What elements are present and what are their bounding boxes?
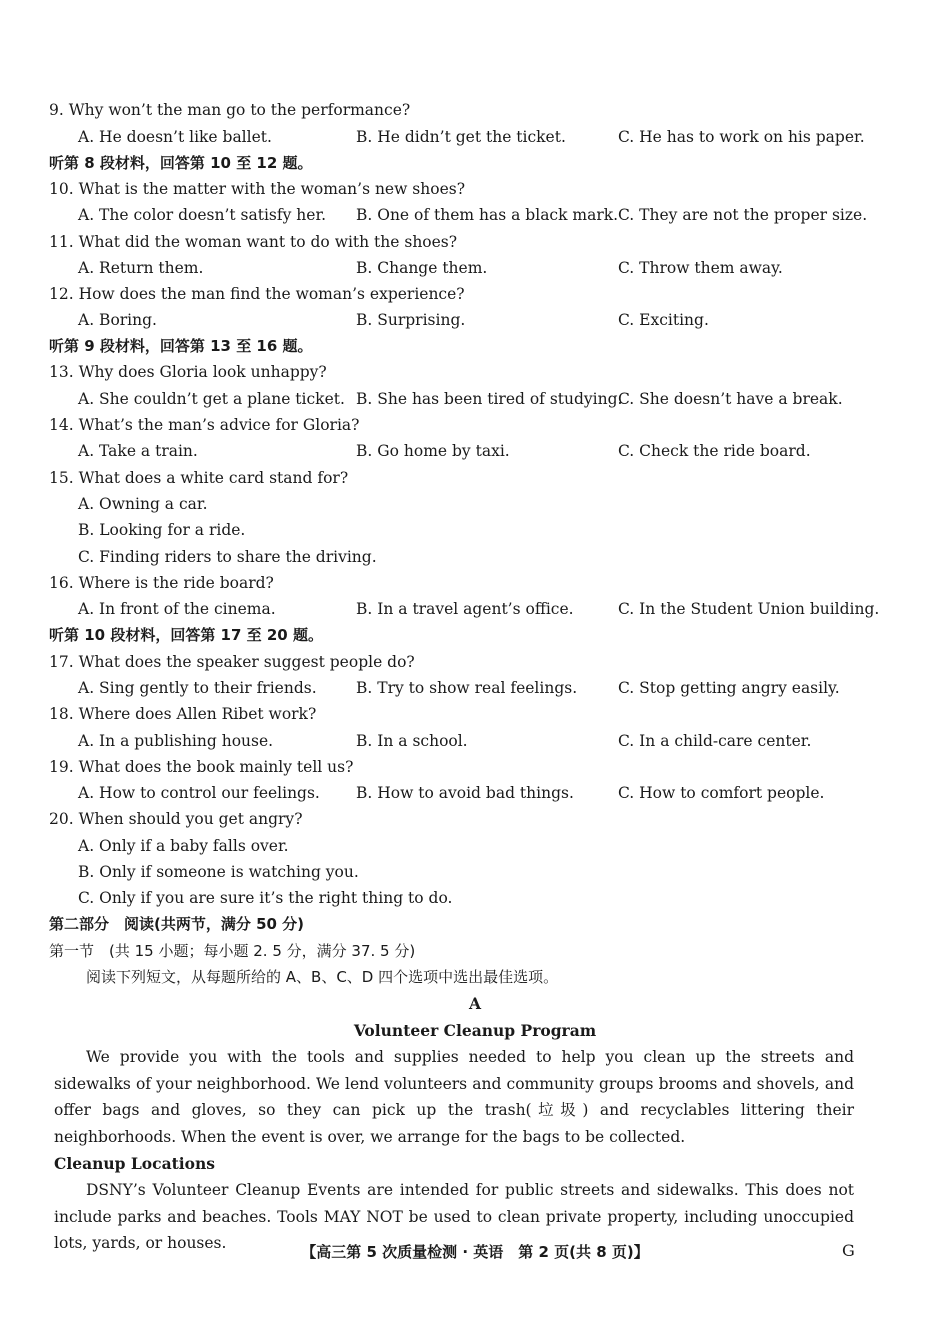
listening-section-heading: 听第 8 段材料，回答第 10 至 12 题。 — [49, 154, 313, 172]
option-a: A. Only if a baby falls over. — [78, 837, 289, 855]
question-stem: 20. When should you get angry? — [49, 810, 303, 828]
question-stem: 19. What does the book mainly tell us? — [49, 758, 354, 776]
option-c: C. They are not the proper size. — [618, 206, 868, 224]
question-stem: 16. Where is the ride board? — [49, 574, 274, 592]
option-c: C. He has to work on his paper. — [618, 128, 865, 146]
passage-paragraph — [54, 1044, 854, 1151]
part-title: 第二部分 阅读(共两节，满分 50 分) — [49, 915, 305, 933]
option-a: A. He doesn’t like ballet. — [78, 128, 272, 146]
option-b: B. How to avoid bad things. — [356, 784, 574, 802]
option-b: B. She has been tired of studying. — [356, 390, 623, 408]
option-a: A. In front of the cinema. — [78, 600, 276, 618]
option-c: C. She doesn’t have a break. — [618, 390, 843, 408]
option-a: A. Return them. — [78, 259, 204, 277]
option-c: C. Only if you are sure it’s the right thing to do. — [78, 889, 453, 907]
listening-section-heading: 听第 9 段材料，回答第 13 至 16 题。 — [49, 337, 313, 355]
option-c: C. Finding riders to share the driving. — [78, 548, 377, 566]
section-title: 第一节 (共 15 小题；每小题 2. 5 分，满分 37. 5 分) — [49, 942, 416, 960]
paper-grade-mark: G — [842, 1241, 855, 1260]
paragraph-text: DSNY’s Volunteer Cleanup Events are intended for public streets and sidewalks. This does not include parks and beaches. Tools MAY NOT be used to clean private property, including unoccupied lots, yards, or houses. — [54, 1181, 854, 1253]
passage-subheading: Cleanup Locations — [54, 1154, 216, 1173]
option-c: C. Throw them away. — [618, 259, 783, 277]
option-a: A. Boring. — [78, 311, 157, 329]
question-stem: 11. What did the woman want to do with the shoes? — [49, 233, 458, 251]
option-b: B. Surprising. — [356, 311, 466, 329]
option-c: C. Stop getting angry easily. — [618, 679, 840, 697]
option-c: C. In the Student Union building. — [618, 600, 880, 618]
question-stem: 10. What is the matter with the woman’s new shoes? — [49, 180, 466, 198]
question-stem: 17. What does the speaker suggest people do? — [49, 653, 415, 671]
option-c: C. How to comfort people. — [618, 784, 825, 802]
option-b: B. Change them. — [356, 259, 488, 277]
question-stem: 13. Why does Gloria look unhappy? — [49, 363, 327, 381]
passage-letter: A — [468, 994, 482, 1013]
option-b: B. One of them has a black mark. — [356, 206, 619, 224]
option-a: A. Sing gently to their friends. — [78, 679, 317, 697]
option-a: A. Owning a car. — [78, 495, 208, 513]
question-stem: 12. How does the man find the woman’s experience? — [49, 285, 465, 303]
page-footer: 【高三第 5 次质量检测 · 英语 第 2 页(共 8 页)】 — [301, 1243, 649, 1261]
passage-title: Volunteer Cleanup Program — [353, 1021, 597, 1040]
option-c: C. Check the ride board. — [618, 442, 811, 460]
option-a: A. In a publishing house. — [78, 732, 274, 750]
option-a: A. She couldn’t get a plane ticket. — [78, 390, 345, 408]
option-c: C. Exciting. — [618, 311, 709, 329]
listening-section-heading: 听第 10 段材料，回答第 17 至 20 题。 — [49, 626, 323, 644]
option-b: B. Try to show real feelings. — [356, 679, 578, 697]
question-stem: 9. Why won’t the man go to the performance? — [49, 101, 411, 119]
paragraph-text: We provide you with the tools and supplies needed to help you clean up the streets and sidewalks of your neighborhood. We lend volunteers and community groups brooms and shovels, and offer bags and gloves, so they can pick up the trash(垃圾) and recyclables littering their neighborhoods. When the event is over, we arrange for the bags to be collected. — [54, 1048, 854, 1147]
question-stem: 15. What does a white card stand for? — [49, 469, 349, 487]
option-b: B. He didn’t get the ticket. — [356, 128, 566, 146]
option-b: B. Looking for a ride. — [78, 521, 246, 539]
option-c: C. In a child-care center. — [618, 732, 812, 750]
option-b: B. In a travel agent’s office. — [356, 600, 574, 618]
option-a: A. Take a train. — [78, 442, 198, 460]
question-stem: 14. What’s the man’s advice for Gloria? — [49, 416, 360, 434]
question-stem: 18. Where does Allen Ribet work? — [49, 705, 317, 723]
option-b: B. Go home by taxi. — [356, 442, 510, 460]
option-b: B. Only if someone is watching you. — [78, 863, 359, 881]
reading-instruction: 阅读下列短文，从每题所给的 A、B、C、D 四个选项中选出最佳选项。 — [86, 968, 559, 986]
option-a: A. How to control our feelings. — [78, 784, 320, 802]
option-a: A. The color doesn’t satisfy her. — [78, 206, 327, 224]
option-b: B. In a school. — [356, 732, 468, 750]
